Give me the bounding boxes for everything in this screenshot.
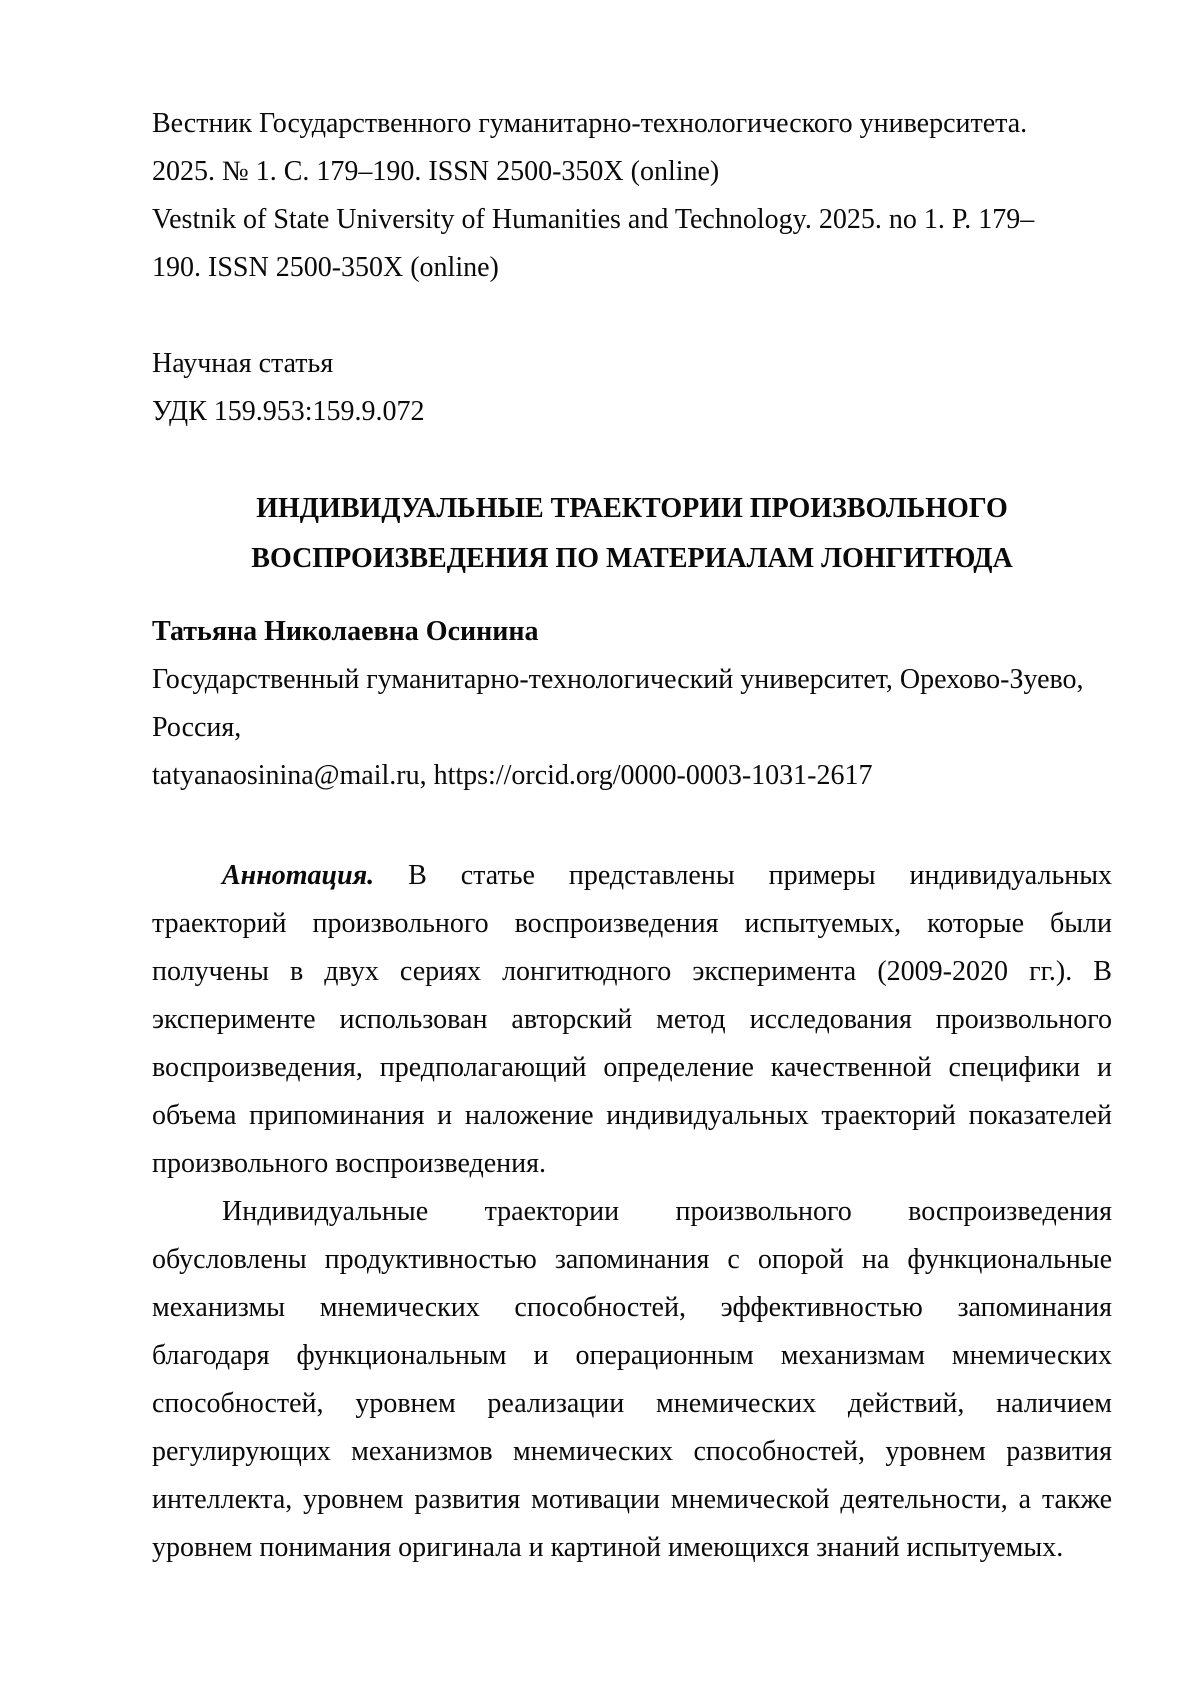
journal-header-line: Вестник Государственного гуманитарно-технологического университета.	[152, 108, 1028, 139]
article-type-block	[152, 340, 1112, 436]
author-block	[152, 608, 1112, 800]
abstract-paragraph-2	[152, 1188, 1112, 1572]
abstract-text-line: получены в двух сериях лонгитюдного эксперимента (2009-2020 гг.). В	[152, 956, 1112, 987]
journal-header	[152, 100, 1112, 292]
abstract-p1-lines	[152, 900, 1112, 1188]
author-contact: tatyanaosinina@mail.ru, https://orcid.org/0000-0003-1031-2617	[152, 760, 873, 791]
author-affiliation	[152, 656, 1112, 752]
article-title	[152, 484, 1112, 584]
article-title-line: ИНДИВИДУАЛЬНЫЕ ТРАЕКТОРИИ ПРОИЗВОЛЬНОГО	[256, 493, 1008, 524]
article-type-label: Научная статья	[152, 348, 334, 379]
affiliation-line: Россия,	[152, 712, 242, 743]
abstract-first-line-text: В статье представлены примеры индивидуальных	[408, 860, 1113, 891]
abstract-text-line: Индивидуальные траектории произвольного воспроизведения	[222, 1196, 1112, 1227]
affiliation-line: Государственный гуманитарно-технологический университет, Орехово-Зуево,	[152, 664, 1084, 695]
article-title-line: ВОСПРОИЗВЕДЕНИЯ ПО МАТЕРИАЛАМ ЛОНГИТЮДА	[251, 543, 1013, 574]
abstract-text-line: обусловлены продуктивностью запоминания с опорой на функциональные	[152, 1244, 1112, 1275]
abstract-first-line	[152, 852, 1112, 900]
abstract-text-line: произвольного воспроизведения.	[152, 1148, 547, 1179]
abstract-p2-lines	[152, 1188, 1112, 1572]
abstract-text-line: уровнем понимания оригинала и картиной имеющихся знаний испытуемых.	[152, 1532, 1064, 1563]
abstract-text-line: воспроизведения, предполагающий определение качественной специфики и	[152, 1052, 1112, 1083]
abstract-text-line: регулирующих механизмов мнемических способностей, уровнем развития	[152, 1436, 1112, 1467]
journal-header-line: 190. ISSN 2500-350X (online)	[152, 252, 499, 283]
abstract-text-line: способностей, уровнем реализации мнемических действий, наличием	[152, 1388, 1112, 1419]
abstract-section	[152, 852, 1112, 1572]
udc-code: УДК 159.953:159.9.072	[152, 396, 425, 427]
abstract-text-line: интеллекта, уровнем развития мотивации мнемической деятельности, а также	[152, 1484, 1112, 1515]
author-name: Татьяна Николаевна Осинина	[152, 616, 539, 647]
abstract-paragraph-1	[152, 852, 1112, 1188]
journal-header-line: Vestnik of State University of Humanities and Technology. 2025. no 1. P. 179–	[152, 204, 1035, 235]
abstract-text-line: благодаря функциональным и операционным механизмам мнемических	[152, 1340, 1112, 1371]
abstract-text-line: объема припоминания и наложение индивидуальных траекторий показателей	[152, 1100, 1112, 1131]
abstract-text-line: траекторий произвольного воспроизведения испытуемых, которые были	[152, 908, 1112, 939]
abstract-text-line: механизмы мнемических способностей, эффективностью запоминания	[152, 1292, 1112, 1323]
journal-header-line: 2025. № 1. С. 179–190. ISSN 2500-350X (online)	[152, 156, 720, 187]
abstract-label: Аннотация.	[222, 860, 375, 891]
abstract-text-line: эксперименте использован авторский метод исследования произвольного	[152, 1004, 1112, 1035]
